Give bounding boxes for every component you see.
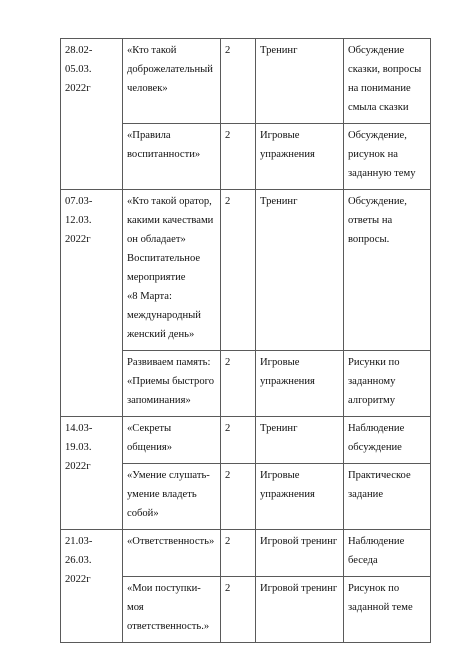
form-cell: Тренинг xyxy=(256,39,344,124)
schedule-table xyxy=(60,38,431,643)
topic-cell: «Правила воспитанности» xyxy=(123,124,221,190)
control-cell: Наблюдение беседа xyxy=(344,530,431,577)
hours-cell: 2 xyxy=(221,464,256,530)
hours-cell: 2 xyxy=(221,530,256,577)
form-cell: Игровой тренинг xyxy=(256,530,344,577)
topic-cell: «Ответственность» xyxy=(123,530,221,577)
hours-cell: 2 xyxy=(221,351,256,417)
table-row xyxy=(61,190,431,351)
control-cell: Наблюдение обсуждение xyxy=(344,417,431,464)
hours-cell: 2 xyxy=(221,124,256,190)
form-cell: Тренинг xyxy=(256,417,344,464)
topic-cell: «Кто такой доброжелательный человек» xyxy=(123,39,221,124)
form-cell: Игровые упражнения xyxy=(256,351,344,417)
control-cell: Обсуждение сказки, вопросы на понимание смыла сказки xyxy=(344,39,431,124)
form-cell: Игровой тренинг xyxy=(256,577,344,643)
control-cell: Рисунок по заданной теме xyxy=(344,577,431,643)
hours-cell: 2 xyxy=(221,190,256,351)
topic-cell: «Кто такой оратор, какими качествами он обладает» Воспитательное мероприятие «8 Марта: международный женский день» xyxy=(123,190,221,351)
form-cell: Игровые упражнения xyxy=(256,124,344,190)
control-cell: Рисунки по заданному алгоритму xyxy=(344,351,431,417)
table-row xyxy=(61,530,431,577)
control-cell: Обсуждение, ответы на вопросы. xyxy=(344,190,431,351)
table-row xyxy=(61,39,431,124)
hours-cell: 2 xyxy=(221,417,256,464)
date-cell: 14.03- 19.03. 2022г xyxy=(61,417,123,530)
date-cell: 07.03- 12.03. 2022г xyxy=(61,190,123,417)
form-cell: Тренинг xyxy=(256,190,344,351)
form-cell: Игровые упражнения xyxy=(256,464,344,530)
date-cell: 28.02- 05.03. 2022г xyxy=(61,39,123,190)
topic-cell: «Мои поступки- моя ответственность.» xyxy=(123,577,221,643)
topic-cell: «Умение слушать- умение владеть собой» xyxy=(123,464,221,530)
hours-cell: 2 xyxy=(221,39,256,124)
date-cell: 21.03- 26.03. 2022г xyxy=(61,530,123,643)
hours-cell: 2 xyxy=(221,577,256,643)
topic-cell: «Секреты общения» xyxy=(123,417,221,464)
control-cell: Обсуждение, рисунок на заданную тему xyxy=(344,124,431,190)
control-cell: Практическое задание xyxy=(344,464,431,530)
topic-cell: Развиваем память: «Приемы быстрого запоминания» xyxy=(123,351,221,417)
table-row xyxy=(61,417,431,464)
